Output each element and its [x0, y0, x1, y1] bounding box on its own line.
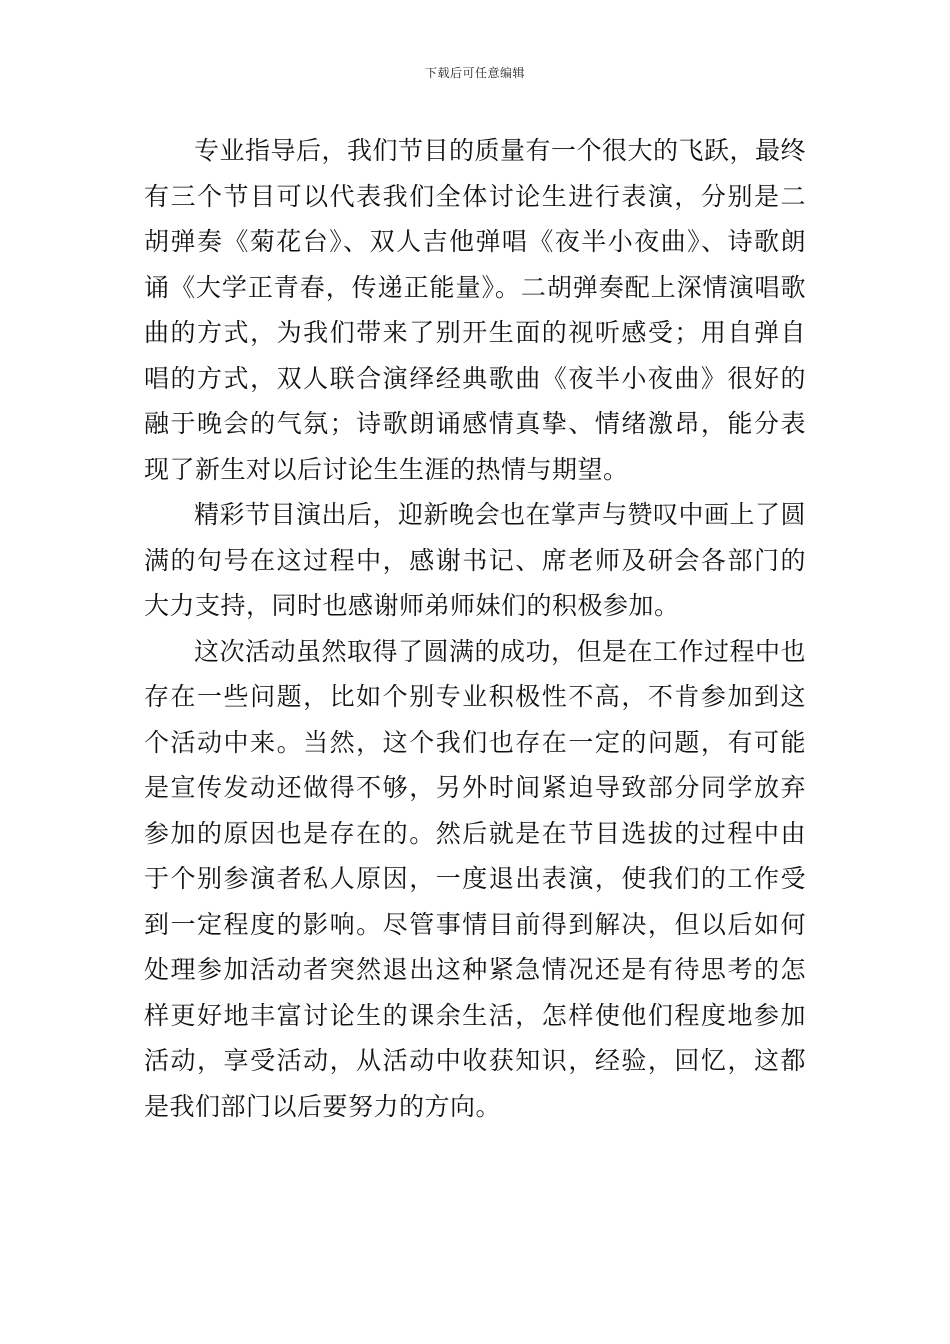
- paragraph-party-conclusion: 精彩节目演出后，迎新晚会也在掌声与赞叹中画上了圆满的句号在这过程中，感谢书记、席老师及研会各部门的大力支持，同时也感谢师弟师妹们的积极参加。: [144, 500, 807, 620]
- page-header-note: 下载后可任意编辑: [424, 66, 525, 80]
- paragraph-problems-reflection: 这次活动虽然取得了圆满的成功，但是在工作过程中也存在一些问题，比如个别专业积极性不高，不肯参加到这个活动中来。当然，这个我们也存在一定的问题，有可能是宣传发动还做得不够，另外时间紧迫导致部分同学放弃参加的原因也是存在的。然后就是在节目选拔的过程中由于个别参演者私人原因，一度退出表演，使我们的工作受到一定程度的影响。尽管事情目前得到解决，但以后如何处理参加活动者突然退出这种紧急情况还是有待思考的怎样更好地丰富讨论生的课余生活，怎样使他们程度地参加活动，享受活动，从活动中收获知识，经验，回忆，这都是我们部门以后要努力的方向。: [144, 636, 807, 1121]
- document-body: [144, 128, 806, 1129]
- paragraph-program-quality: 专业指导后，我们节目的质量有一个很大的飞跃，最终有三个节目可以代表我们全体讨论生进行表演，分别是二胡弹奏《菊花台》、双人吉他弹唱《夜半小夜曲》、诗歌朗诵《大学正青春，传递正能量》。二胡弹奏配上深情演唱歌曲的方式，为我们带来了别开生面的视听感受；用自弹自唱的方式，双人联合演绎经典歌曲《夜半小夜曲》很好的融于晚会的气氛；诗歌朗诵感情真挚、情绪激昂，能分表现了新生对以后讨论生生涯的热情与期望。: [144, 136, 807, 484]
